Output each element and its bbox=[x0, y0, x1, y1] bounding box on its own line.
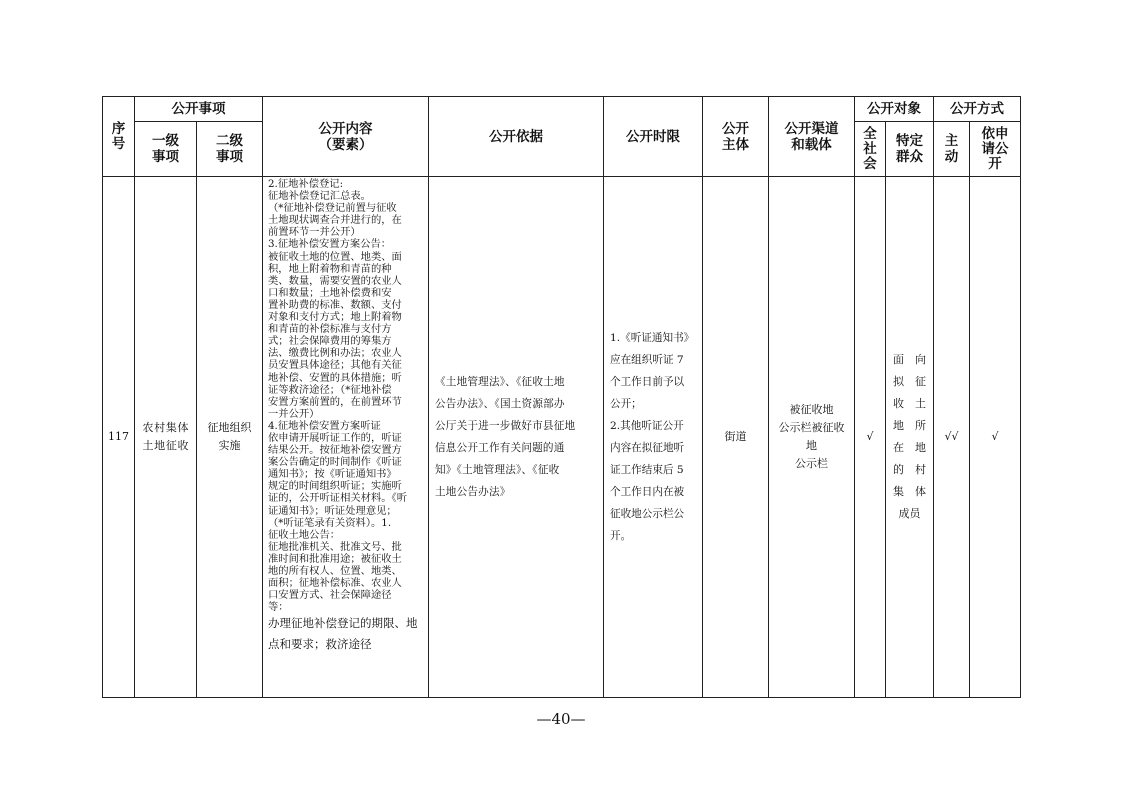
cell-specific-group bbox=[886, 177, 934, 698]
content-line: 证等救济途径；（*征地补偿 bbox=[268, 383, 392, 396]
cell-level1 bbox=[135, 177, 197, 698]
basis-line: 公厅关于进一步做好市县征地 bbox=[435, 420, 576, 432]
channel-line: 公示栏 bbox=[795, 457, 828, 470]
content-line: 办理征地补偿登记的期限、地 bbox=[268, 616, 418, 631]
limit-line: 应在组织听证 7 bbox=[610, 354, 684, 366]
group-line: 在 地 bbox=[893, 441, 926, 454]
content-line: 土地现状调查合并进行的，在 bbox=[268, 214, 402, 227]
cell-seq: 117 bbox=[103, 177, 135, 698]
header-on-request-text: 依申请公开 bbox=[981, 125, 1009, 172]
content-lines bbox=[268, 178, 425, 655]
header-proactive bbox=[934, 122, 970, 177]
cell-on-request: √ bbox=[970, 177, 1021, 698]
content-line: 法、缴费比例和办法；农业人 bbox=[268, 347, 402, 360]
header-items: 公开事项 bbox=[135, 97, 263, 122]
content-line: 员安置具体途径；其他有关征 bbox=[268, 359, 402, 372]
limit-line: 征收地公示栏公 bbox=[610, 508, 685, 520]
channel-line: 公示栏被征收 bbox=[778, 421, 845, 434]
cell-level2-text: 征地组织实施 bbox=[207, 421, 252, 452]
header-basis: 公开依据 bbox=[429, 97, 604, 177]
content-line: 通知书》；按《听证通知书》 bbox=[268, 468, 397, 481]
content-line: 口安置方式、社会保障途径 bbox=[268, 589, 392, 602]
content-line: 安置方案前置的，在前置环节 bbox=[268, 395, 402, 408]
content-line: 对象和支付方式；地上附着物 bbox=[268, 311, 402, 324]
disclosure-table bbox=[102, 96, 1021, 698]
table-row bbox=[103, 177, 1021, 698]
channel-line: 被征收地 bbox=[789, 403, 834, 416]
content-line: 案公告确定的时间制作《听证 bbox=[268, 456, 402, 469]
cell-time-limit bbox=[604, 177, 703, 698]
limit-line: 开。 bbox=[610, 530, 632, 542]
content-line: 征收土地公告： bbox=[268, 528, 341, 541]
content-line: （*征地补偿登记前置与征收 bbox=[268, 202, 397, 215]
cell-all-society: √ bbox=[855, 177, 886, 698]
group-line: 收 土 bbox=[893, 397, 926, 410]
header-level2-text: 二级事项 bbox=[216, 133, 243, 165]
header-all-society bbox=[855, 122, 886, 177]
header-specific-group-text: 特定群众 bbox=[896, 133, 923, 165]
content-line: （*听证笔录有关资料）。1. bbox=[268, 516, 392, 529]
group-line: 集 体 bbox=[893, 485, 926, 498]
header-subject bbox=[703, 97, 769, 177]
page-number: —40— bbox=[536, 710, 586, 728]
basis-line: 公告办法》、《国土资源部办 bbox=[435, 398, 565, 410]
content-line: 4.征地补偿安置方案听证 bbox=[268, 419, 381, 432]
group-line: 面 向 bbox=[893, 353, 926, 366]
header-content-sub: （要素） bbox=[318, 136, 373, 153]
header-level2 bbox=[197, 122, 263, 177]
header-subject-text: 公开主体 bbox=[722, 120, 749, 153]
limit-line: 2.其他听证公开 bbox=[610, 420, 684, 432]
content-line: 被征收土地的位置、地类、面 bbox=[268, 250, 402, 263]
content-line: 2.征地补偿登记: bbox=[268, 178, 344, 190]
basis-line: 土地公告办法》 bbox=[435, 486, 511, 498]
header-channel-text: 公开渠道和载体 bbox=[784, 120, 839, 153]
basis-line: 知》《土地管理法》、《征收 bbox=[435, 464, 560, 476]
content-line: 地的所有权人、位置、地类、 bbox=[268, 565, 402, 577]
content-line: 积，地上附着物和青苗的种 bbox=[268, 262, 392, 275]
content-line: 类、数量，需要安置的农业人 bbox=[268, 274, 402, 287]
content-line: 和青苗的补偿标准与支付方 bbox=[268, 323, 392, 336]
content-line: 证的，公开听证相关材料。《听 bbox=[268, 492, 408, 505]
group-line: 成员 bbox=[898, 507, 921, 520]
cell-level1-text: 农村集体土地征收 bbox=[142, 421, 189, 452]
header-level1-text: 一级事项 bbox=[152, 133, 179, 165]
group-line: 拟 征 bbox=[893, 375, 926, 388]
limit-line: 1.《听证通知书》 bbox=[610, 332, 695, 344]
content-line: 结果公开。按征地补偿安置方 bbox=[268, 444, 402, 457]
limit-line: 个工作日内在被 bbox=[610, 486, 685, 498]
header-seq bbox=[103, 97, 135, 177]
header-content bbox=[263, 97, 429, 177]
content-line: 准时间和批准用途；被征收土 bbox=[268, 552, 402, 565]
cell-channel bbox=[769, 177, 855, 698]
content-line: 征地批准机关、批准文号、批 bbox=[268, 540, 402, 553]
limit-line: 公开； bbox=[610, 398, 642, 410]
header-method: 公开方式 bbox=[934, 97, 1021, 122]
cell-content bbox=[263, 177, 429, 698]
channel-line: 地 bbox=[806, 439, 817, 452]
basis-line: 信息公开工作有关问题的通 bbox=[435, 442, 565, 454]
content-line: 等： bbox=[268, 601, 289, 614]
content-line: 置补助费的标准、数额、支付 bbox=[268, 298, 402, 311]
content-line: 3.征地补偿安置方案公告： bbox=[268, 238, 392, 251]
content-line: 地补偿、安置的具体措施；听 bbox=[268, 371, 402, 384]
content-line: 面积；征地补偿标准、农业人 bbox=[268, 577, 402, 590]
cell-subject: 街道 bbox=[703, 177, 769, 698]
content-line: 前置环节一并公开） bbox=[268, 226, 361, 239]
header-level1 bbox=[135, 122, 197, 177]
content-line: 证通知书》；听证处理意见； bbox=[268, 504, 397, 517]
header-seq-text: 序号 bbox=[111, 120, 126, 152]
header-channel bbox=[769, 97, 855, 177]
group-line: 的 村 bbox=[893, 463, 926, 476]
content-line: 点和要求；救济途径 bbox=[268, 637, 372, 652]
header-proactive-text: 主动 bbox=[944, 133, 959, 165]
group-line: 地 所 bbox=[893, 419, 926, 432]
content-line: 依申请开展听证工作的，听证 bbox=[268, 431, 402, 444]
header-all-society-text: 全社会 bbox=[863, 125, 877, 172]
content-line: 一并公开） bbox=[268, 407, 320, 420]
content-line: 规定的时间组织听证；实施听 bbox=[268, 480, 402, 493]
limit-line: 内容在拟征地听 bbox=[610, 442, 685, 454]
cell-proactive: √√ bbox=[934, 177, 970, 698]
basis-line: 《土地管理法》、《征收土地 bbox=[435, 376, 565, 388]
header-time-limit: 公开时限 bbox=[604, 97, 703, 177]
header-on-request bbox=[970, 122, 1021, 177]
header-specific-group bbox=[886, 122, 934, 177]
content-line: 式；社会保障费用的筹集方 bbox=[268, 335, 392, 348]
limit-line: 证工作结束后 5 bbox=[610, 464, 684, 476]
limit-line: 个工作日前予以 bbox=[610, 376, 685, 388]
content-line: 口和数量；土地补偿费和安 bbox=[268, 286, 392, 299]
cell-basis bbox=[429, 177, 604, 698]
header-target: 公开对象 bbox=[855, 97, 934, 122]
cell-level2 bbox=[197, 177, 263, 698]
header-content-title: 公开内容 bbox=[318, 120, 373, 137]
content-line: 征地补偿登记汇总表。 bbox=[268, 190, 371, 203]
